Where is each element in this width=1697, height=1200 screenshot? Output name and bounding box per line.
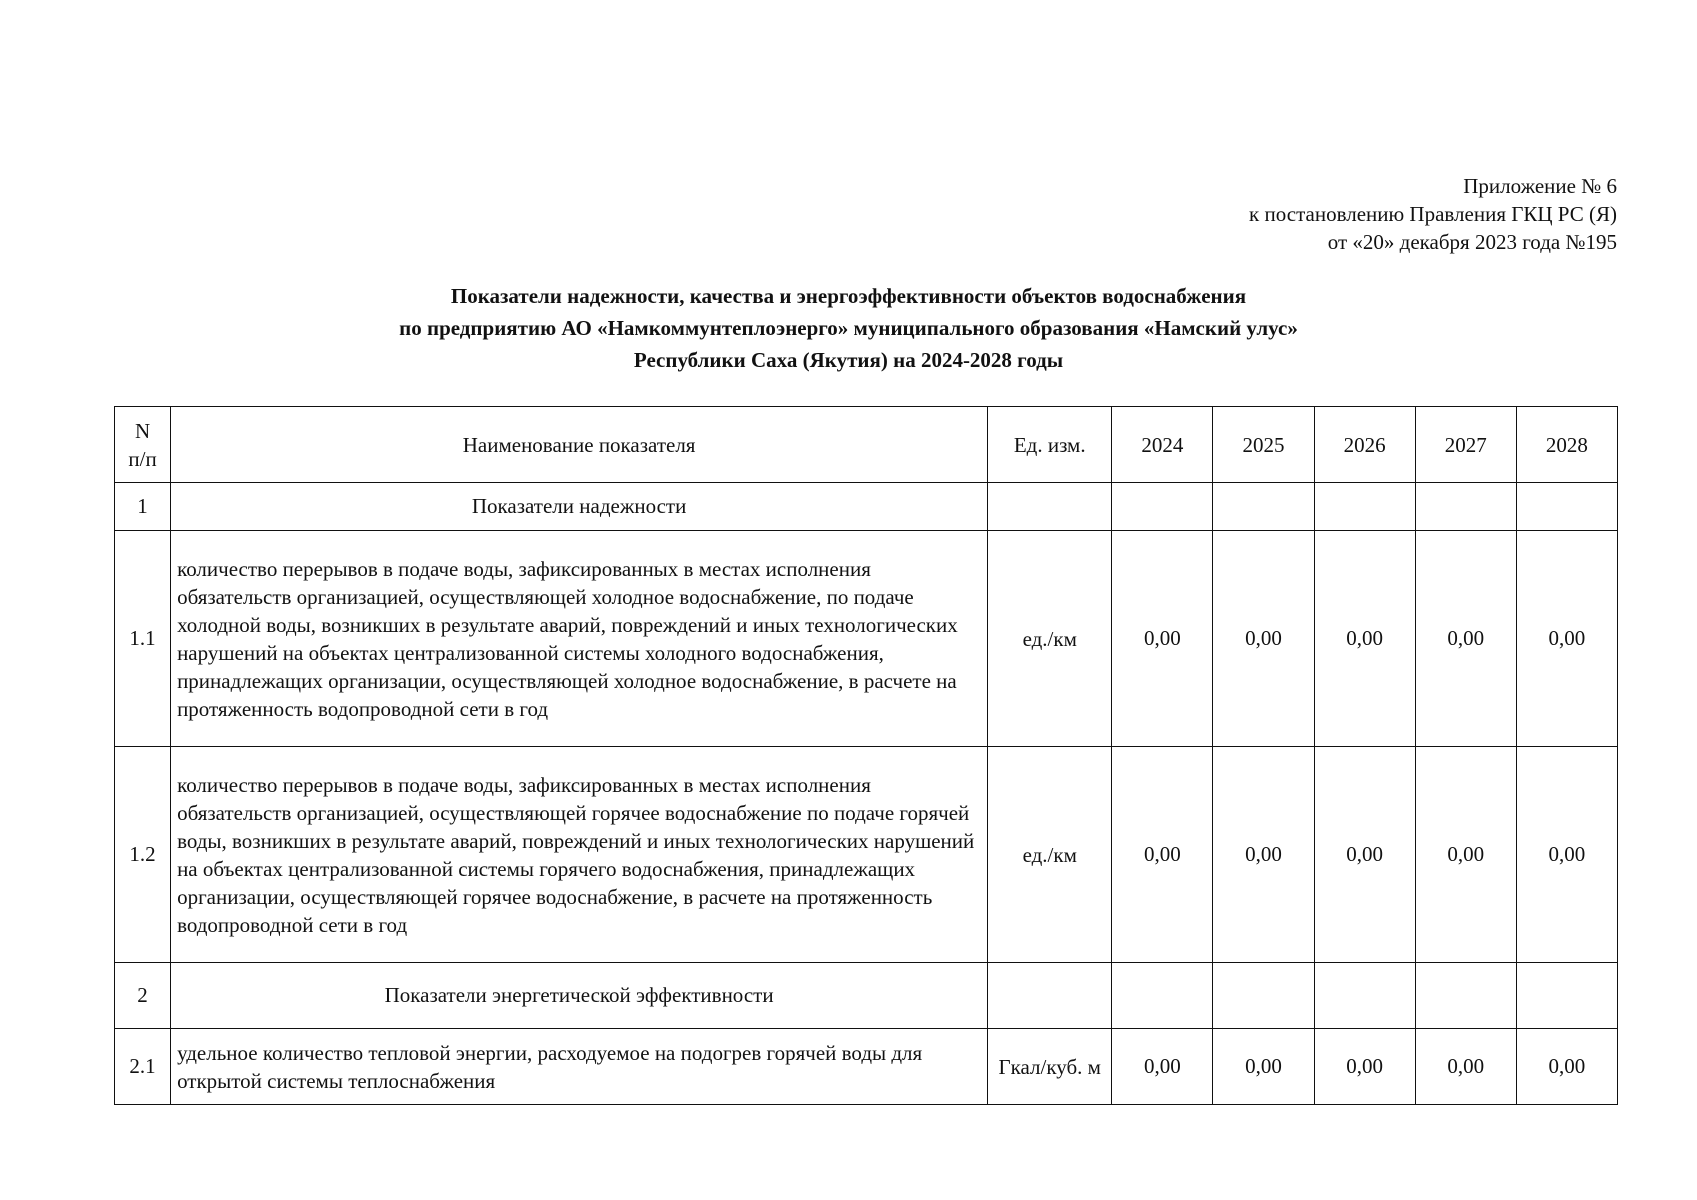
row-value	[1213, 483, 1314, 531]
row-value	[1415, 963, 1516, 1029]
row-value-2025: 0,00	[1213, 747, 1314, 963]
row-value-2028: 0,00	[1516, 747, 1617, 963]
row-unit	[988, 483, 1112, 531]
row-value	[1415, 483, 1516, 531]
row-value-2025: 0,00	[1213, 531, 1314, 747]
row-num: 1	[115, 483, 171, 531]
row-unit: ед./км	[988, 531, 1112, 747]
row-value-2024: 0,00	[1112, 1029, 1213, 1105]
row-value-2025: 0,00	[1213, 1029, 1314, 1105]
appendix-reference	[817, 172, 1617, 256]
row-value-2028: 0,00	[1516, 1029, 1617, 1105]
row-value	[1516, 483, 1617, 531]
row-unit: ед./км	[988, 747, 1112, 963]
header-unit: Ед. изм.	[988, 407, 1112, 483]
table-header-row	[115, 407, 1618, 483]
section-title: Показатели энергетической эффективности	[171, 963, 988, 1029]
row-unit: Гкал/куб. м	[988, 1029, 1112, 1105]
row-value-2024: 0,00	[1112, 747, 1213, 963]
header-year-2027: 2027	[1415, 407, 1516, 483]
header-year-2026: 2026	[1314, 407, 1415, 483]
appendix-date: от «20» декабря 2023 года №195	[1327, 230, 1617, 254]
row-indicator-name: количество перерывов в подаче воды, зафиксированных в местах исполнения обязательств организацией, осуществляющей горячее водоснабжение по подаче горячей воды, возникших в результате аварий, повреждений и иных технологических нарушений на объектах централизованной системы горячего водоснабжения, принадлежащих организации, осуществляющей горячее водоснабжение, в расчете на протяженность водопроводной сети в год	[171, 747, 988, 963]
title-line-3: Республики Саха (Якутия) на 2024-2028 годы	[633, 348, 1064, 372]
indicators-table	[114, 406, 1618, 1105]
table-row	[115, 531, 1618, 747]
header-num-line-1: N	[134, 418, 151, 443]
table-row	[115, 747, 1618, 963]
row-value	[1112, 483, 1213, 531]
row-value-2026: 0,00	[1314, 531, 1415, 747]
header-num	[115, 407, 171, 483]
row-value	[1314, 483, 1415, 531]
row-num: 1.2	[115, 747, 171, 963]
title-line-1: Показатели надежности, качества и энергоэффективности объектов водоснабжения	[450, 284, 1247, 308]
row-indicator-name: количество перерывов в подаче воды, зафиксированных в местах исполнения обязательств организацией, осуществляющей холодное водоснабжение, по подаче холодной воды, возникших в результате аварий, повреждений и иных технологических нарушений на объектах централизованной системы холодного водоснабжения, принадлежащих организации, осуществляющей холодное водоснабжение, в расчете на протяженность водопроводной сети в год	[171, 531, 988, 747]
document-title	[0, 280, 1697, 376]
row-value-2027: 0,00	[1415, 531, 1516, 747]
header-num-line-2: п/п	[128, 446, 157, 471]
appendix-resolution: к постановлению Правления ГКЦ РС (Я)	[1249, 202, 1617, 226]
row-num: 1.1	[115, 531, 171, 747]
row-num: 2	[115, 963, 171, 1029]
section-title: Показатели надежности	[171, 483, 988, 531]
row-value-2027: 0,00	[1415, 747, 1516, 963]
row-value-2027: 0,00	[1415, 1029, 1516, 1105]
table-row	[115, 1029, 1618, 1105]
row-value	[1314, 963, 1415, 1029]
row-value-2026: 0,00	[1314, 747, 1415, 963]
row-value-2028: 0,00	[1516, 531, 1617, 747]
title-line-2: по предприятию АО «Намкоммунтеплоэнерго» муниципального образования «Намский улус»	[399, 316, 1298, 340]
header-year-2025: 2025	[1213, 407, 1314, 483]
row-value-2026: 0,00	[1314, 1029, 1415, 1105]
appendix-number: Приложение № 6	[1463, 174, 1617, 198]
header-name: Наименование показателя	[171, 407, 988, 483]
row-num: 2.1	[115, 1029, 171, 1105]
row-indicator-name: удельное количество тепловой энергии, расходуемое на подогрев горячей воды для открытой системы теплоснабжения	[171, 1029, 988, 1105]
header-year-2024: 2024	[1112, 407, 1213, 483]
table-row	[115, 483, 1618, 531]
row-value	[1213, 963, 1314, 1029]
row-value	[1112, 963, 1213, 1029]
header-year-2028: 2028	[1516, 407, 1617, 483]
table-row	[115, 963, 1618, 1029]
row-unit	[988, 963, 1112, 1029]
row-value	[1516, 963, 1617, 1029]
row-value-2024: 0,00	[1112, 531, 1213, 747]
